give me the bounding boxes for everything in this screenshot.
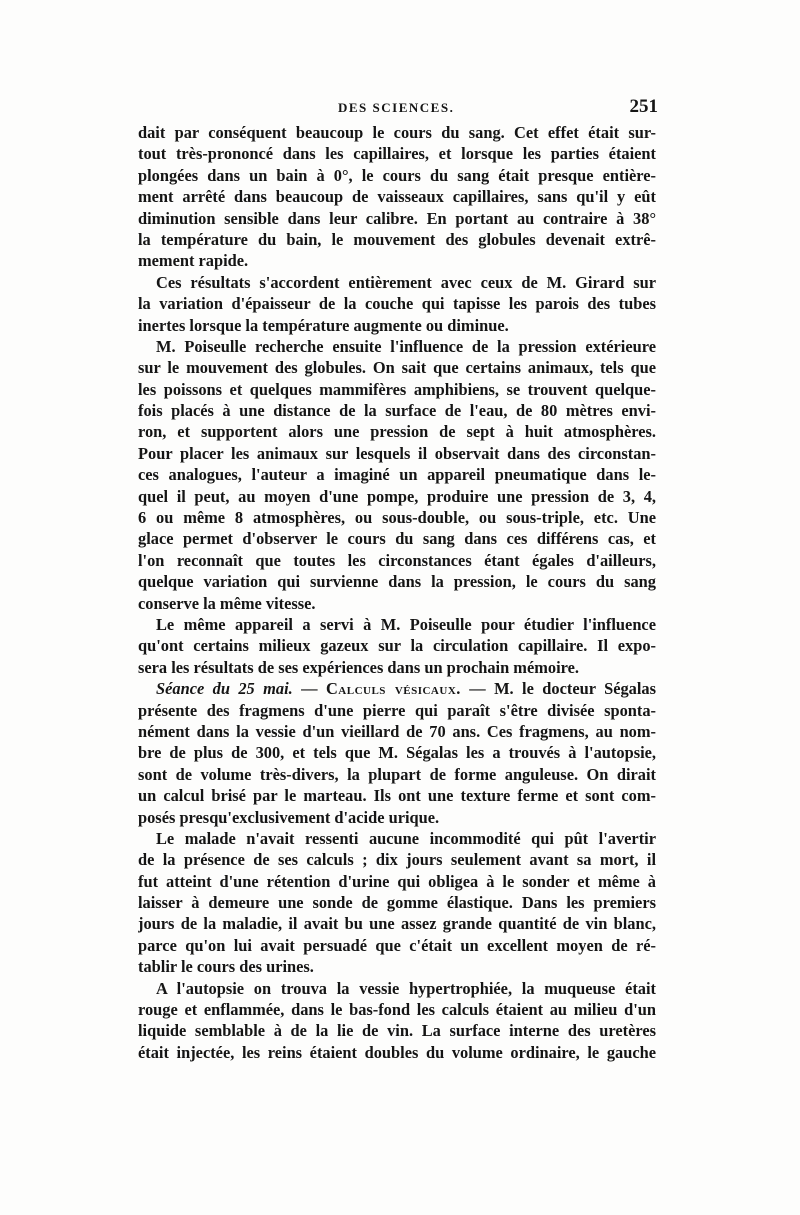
text-line: sont de volume très-divers, la plupart de forme anguleuse. On dirait (138, 764, 656, 784)
text-line: était injectée, les reins étaient doubles du volume ordinaire, le gauche (138, 1042, 656, 1062)
text-line: inertes lorsque la température augmente ou diminue. (138, 315, 509, 335)
text-line: nément dans la vessie d'un vieillard de 70 ans. Ces fragmens, au nom- (138, 721, 656, 741)
text-line: diminution sensible dans leur calibre. En portant au contraire à 38° (138, 208, 656, 228)
text-line: de la présence de ses calculs ; dix jours seulement avant sa mort, il (138, 850, 656, 870)
text-line: dait par conséquent beaucoup le cours du sang. Cet effet était sur- (138, 123, 656, 142)
text-line: un calcul brisé par le marteau. Ils ont une texture ferme et sont com- (138, 786, 656, 806)
text-line: fut atteint d'une rétention d'urine qui obligea à le sonder et même à (138, 871, 656, 891)
text-line: bre de plus de 300, et tels que M. Ségalas les a trouvés à l'autopsie, (138, 743, 656, 763)
running-title: DES SCIENCES. (338, 100, 455, 115)
text-line: sur le mouvement des globules. On sait que certains animaux, tels que (138, 358, 656, 378)
text-line: la variation d'épaisseur de la couche qui tapisse les parois des tubes (138, 294, 656, 314)
paragraph-start: Le malade n'avait ressenti aucune incommodité qui pût l'avertir (156, 828, 656, 848)
text-line: fois placés à une distance de la surface de l'eau, de 80 mètres envi- (138, 401, 656, 421)
seance-text: M. le docteur Ségalas (494, 679, 656, 699)
seance-title: Calculs vésicaux. (325, 679, 461, 699)
page-header (138, 96, 658, 120)
text-line: quel il peut, au moyen d'une pompe, produire une pression de 3, 4, (138, 486, 656, 506)
seance-date: Séance du 25 mai. (156, 679, 293, 699)
text-line: ces analogues, l'auteur a imaginé un appareil pneumatique dans le- (138, 465, 656, 485)
text-line: laisser à demeure une sonde de gomme élastique. Dans les premiers (138, 893, 656, 913)
body-text (138, 122, 656, 1063)
text-line: 6 ou même 8 atmosphères, ou sous-double, ou sous-triple, etc. Une (138, 508, 656, 528)
text-line: jours de la maladie, il avait bu une assez grande quantité de vin blanc, (138, 914, 656, 934)
text-line: l'on reconnaît que toutes les circonstances étant égales d'ailleurs, (138, 550, 656, 570)
text-line: parce qu'on lui avait persuadé que c'était un excellent moyen de ré- (138, 935, 656, 955)
text-line: ment arrêté dans beaucoup de vaisseaux capillaires, sans qu'il y eût (138, 187, 656, 207)
page-number: 251 (629, 96, 658, 117)
text-line: conserve la même vitesse. (138, 593, 316, 613)
text-line: liquide semblable à de la lie de vin. La surface interne des uretères (138, 1021, 656, 1041)
text-line: rouge et enflammée, dans le bas-fond les calculs étaient au milieu d'un (138, 1000, 656, 1020)
text-line: tablir le cours des urines. (138, 957, 314, 977)
text-line: la température du bain, le mouvement des globules devenait extrê- (138, 229, 656, 249)
text-line: qu'ont certains milieux gazeux sur la circulation capillaire. Il expo- (138, 636, 656, 656)
text-line: posés presqu'exclusivement d'acide urique. (138, 807, 440, 827)
paragraph-start: Ces résultats s'accordent entièrement avec ceux de M. Girard sur (156, 272, 656, 292)
seance-dash: — (292, 679, 326, 699)
text-line: quelque variation qui survienne dans la pression, le cours du sang (138, 572, 656, 592)
seance-heading-line (138, 678, 656, 699)
text-line: ron, et supportent alors une pression de sept à huit atmosphères. (138, 422, 656, 442)
paragraph-start: M. Poiseulle recherche ensuite l'influence de la pression extérieure (156, 336, 656, 356)
paragraph-start: Le même appareil a servi à M. Poiseulle pour étudier l'influence (156, 614, 656, 634)
text-line: sera les résultats de ses expériences dans un prochain mémoire. (138, 657, 579, 677)
text-line: les poissons et quelques mammifères amphibiens, se trouvent quelque- (138, 379, 656, 399)
paragraph-start: A l'autopsie on trouva la vessie hypertrophiée, la muqueuse était (156, 978, 656, 998)
text-line: plongées dans un bain à 0°, le cours du sang était presque entière- (138, 165, 656, 185)
text-line: tout très-prononcé dans les capillaires, et lorsque les parties étaient (138, 144, 656, 164)
seance-dash: — (460, 679, 495, 699)
text-line: présente des fragmens d'une pierre qui paraît s'être divisée sponta- (138, 700, 656, 720)
text-line: mement rapide. (138, 251, 249, 271)
text-line: glace permet d'observer le cours du sang dans ces différens cas, et (138, 529, 656, 549)
text-line: Pour placer les animaux sur lesquels il observait dans des circonstan- (138, 443, 656, 463)
